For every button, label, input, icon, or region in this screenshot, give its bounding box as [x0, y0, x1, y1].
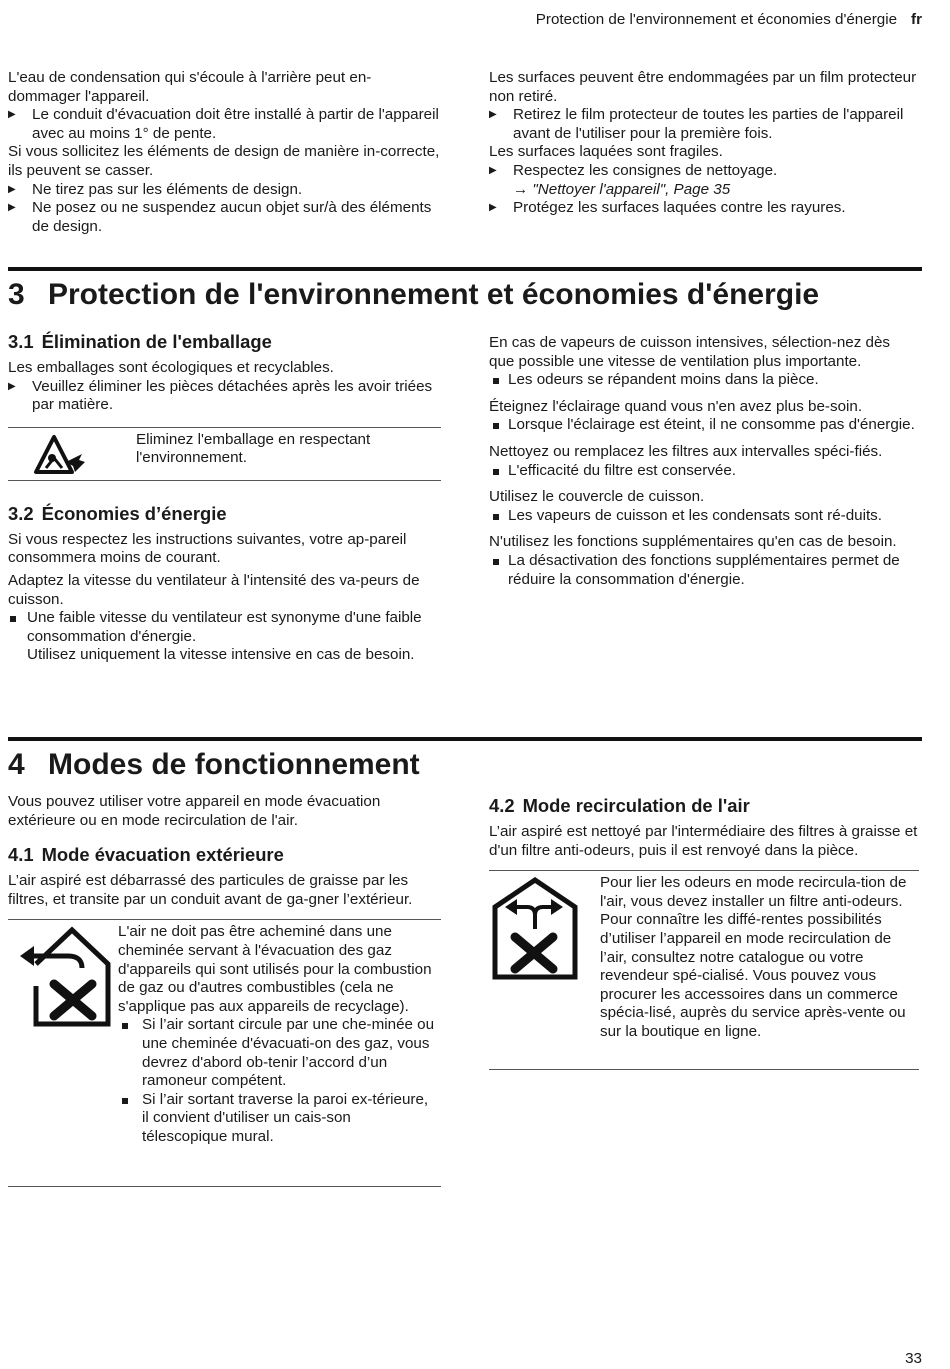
result-item: [489, 416, 919, 435]
recycle-symbol-icon: [32, 434, 88, 476]
recirculation-notice-box: [489, 870, 919, 1070]
section-number: 4.2: [489, 795, 515, 816]
section-title: Économies d’énergie: [41, 502, 227, 524]
arrow-bullet-icon: ▶: [489, 164, 497, 176]
instruction-item: [8, 106, 442, 143]
section-number: 3.1: [8, 331, 34, 352]
safety-paragraph: L'eau de condensation qui s'écoule à l'arrière peut en-dommager l'appareil.: [8, 69, 372, 105]
exhaust-warning-box: [8, 919, 441, 1187]
recycling-notice-box: [8, 427, 441, 481]
notice-text: Pour lier les odeurs en mode recircula-tion de l'air, vous devez installer un filtre anti-odeurs. Pour connaître les diffé-rentes possibilités d’utiliser l’appareil en mode recirculation de l’air, consultez notre catalogue ou votre revendeur spé-cialisé. Vous pouvez vous procurer les accessoires dans un commerce spécia-lisé, auprès du service après-vente ou sur la boutique en ligne.: [600, 874, 907, 1040]
result-text: Une faible vitesse du ventilateur est synonyme d'une faible consommation d'énergie.: [27, 609, 422, 645]
instruction-item: [489, 106, 923, 143]
chapter-title: Modes de fonctionnement: [48, 748, 420, 781]
section-3-left: [8, 331, 441, 665]
warning-item: [118, 1091, 436, 1147]
chapter-4-heading: [8, 737, 922, 783]
warning-item-text: Si l’air sortant traverse la paroi ex-térieure, il convient d'utiliser un cais-son télescopique mural.: [142, 1090, 429, 1145]
instruction-item: [8, 199, 442, 236]
instruction-item: [489, 162, 923, 199]
body-paragraph: Les emballages sont écologiques et recyclables.: [8, 359, 334, 376]
square-bullet-icon: [493, 469, 499, 475]
result-item: [489, 552, 919, 589]
section-3-right: [489, 334, 919, 589]
safety-paragraph: Les surfaces laquées sont fragiles.: [489, 143, 723, 161]
instruction-item: [8, 181, 442, 200]
result-text: L'efficacité du filtre est conservée.: [508, 461, 737, 479]
square-bullet-icon: [493, 378, 499, 384]
section-number: 3.2: [8, 502, 34, 524]
chapter-number: 3: [8, 278, 25, 311]
instruction-text: Veuillez éliminer les pièces détachées après les avoir triées par matière.: [32, 377, 433, 414]
square-bullet-icon: [122, 1098, 128, 1104]
instruction-text: Retirez le film protecteur de toutes les parties de l'appareil avant de l'utiliser pour la première fois.: [513, 106, 904, 142]
instruction-text: Le conduit d'évacuation doit être installé à partir de l'appareil avec au moins 1° de pente.: [32, 106, 439, 142]
arrow-bullet-icon: ▶: [8, 183, 16, 195]
body-paragraph: Éteignez l'éclairage quand vous n'en avez plus be-soin.: [489, 397, 863, 415]
page-number: 33: [905, 1350, 922, 1367]
body-paragraph: Adaptez la vitesse du ventilateur à l'intensité des va-peurs de cuisson.: [8, 571, 420, 608]
body-paragraph: En cas de vapeurs de cuisson intensives, sélection-nez dès que possible une vitesse de ventilation plus importante.: [489, 334, 891, 370]
safety-notes-right: [489, 69, 923, 218]
section-number: 4.1: [8, 844, 34, 866]
instruction-item: [489, 199, 923, 218]
section-4-2-heading: [489, 795, 919, 817]
section-3-1-heading: [8, 331, 441, 353]
instruction-text: Protégez les surfaces laquées contre les rayures.: [513, 199, 846, 217]
cross-reference-link[interactable]: → "Nettoyer l'appareil", Page 35: [513, 180, 731, 198]
body-paragraph: L’air aspiré est nettoyé par l'intermédiaire des filtres à graisse et d'un filtre anti-odeurs, puis il est renvoyé dans la pièce.: [489, 823, 918, 859]
body-paragraph: Utilisez le couvercle de cuisson.: [489, 488, 705, 506]
instruction-item: [8, 378, 441, 415]
instruction-text: Respectez les consignes de nettoyage.: [513, 161, 778, 179]
body-paragraph: L’air aspiré est débarrassé des particules de graisse par les filtres, et transite par un conduit avant de ga-gner l’extérieur.: [8, 872, 413, 908]
body-paragraph: Si vous respectez les instructions suivantes, votre ap-pareil consommera moins de courant.: [8, 530, 407, 567]
arrow-bullet-icon: ▶: [8, 202, 16, 214]
square-bullet-icon: [10, 616, 16, 622]
square-bullet-icon: [493, 423, 499, 429]
warning-text: L'air ne doit pas être acheminé dans une cheminée servant à l'évacuation des gaz d'appareils qui sont utilisés pour la combustion de gaz ou d'autres combustibles (cela ne s'applique pas aux appareils de recyclage).: [118, 923, 432, 1015]
instruction-text: Ne posez ou ne suspendez aucun objet sur/à des éléments de design.: [32, 199, 432, 235]
result-text: Lorsque l'éclairage est éteint, il ne consomme pas d'énergie.: [508, 416, 915, 434]
section-4-1-heading: [8, 844, 441, 866]
square-bullet-icon: [122, 1023, 128, 1029]
section-4-left: [8, 793, 441, 1187]
arrow-bullet-icon: ▶: [8, 109, 16, 121]
section-title: Élimination de l'emballage: [41, 331, 272, 352]
safety-paragraph: Si vous sollicitez les éléments de design de manière in-correcte, ils peuvent se casser.: [8, 143, 440, 179]
result-item: [489, 507, 919, 526]
section-4-right: [489, 795, 919, 1070]
result-text: La désactivation des fonctions supplémentaires permet de réduire la consommation d'énergie.: [508, 551, 900, 588]
section-title: Mode recirculation de l'air: [522, 795, 750, 816]
running-header: [536, 11, 922, 30]
square-bullet-icon: [493, 559, 499, 565]
body-paragraph: Vous pouvez utiliser votre appareil en mode évacuation extérieure ou en mode recirculation de l'air.: [8, 793, 381, 829]
safety-paragraph: Les surfaces peuvent être endommagées par un film protecteur non retiré.: [489, 69, 917, 105]
warning-item-text: Si l’air sortant circule par une che-minée ou une cheminée d'évacuati-on des gaz, vous devrez d'abord ob-tenir l’accord d’un ramoneur compétent.: [142, 1016, 435, 1090]
warning-item: [118, 1016, 436, 1090]
square-bullet-icon: [493, 514, 499, 520]
safety-notes-left: [8, 69, 442, 236]
body-paragraph: N'utilisez les fonctions supplémentaires qu'en cas de besoin.: [489, 533, 897, 551]
no-chimney-exhaust-icon: [10, 924, 114, 1028]
chapter-title: Protection de l'environnement et économies d'énergie: [48, 278, 820, 311]
arrow-bullet-icon: ▶: [489, 202, 497, 214]
result-text: Les odeurs se répandent moins dans la pièce.: [508, 371, 819, 389]
result-item: [8, 609, 441, 665]
header-section-title: Protection de l'environnement et économies d'énergie: [535, 11, 898, 28]
result-item: [489, 371, 919, 390]
header-language: fr: [911, 11, 922, 28]
result-text: Utilisez uniquement la vitesse intensive en cas de besoin.: [27, 646, 415, 664]
recirculation-filter-icon: [491, 877, 579, 981]
chapter-number: 4: [8, 748, 25, 781]
arrow-bullet-icon: ▶: [8, 380, 16, 392]
result-text: Les vapeurs de cuisson et les condensats sont ré-duits.: [508, 506, 882, 524]
notice-text: Eliminez l'emballage en respectant l'environnement.: [136, 430, 371, 467]
body-paragraph: Nettoyez ou remplacez les filtres aux intervalles spéci-fiés.: [489, 442, 883, 460]
instruction-text: Ne tirez pas sur les éléments de design.: [32, 180, 303, 198]
arrow-bullet-icon: ▶: [489, 109, 497, 121]
section-3-2-heading: [8, 503, 441, 525]
chapter-3-heading: [8, 267, 922, 313]
section-title: Mode évacuation extérieure: [41, 844, 284, 866]
result-item: [489, 462, 919, 481]
